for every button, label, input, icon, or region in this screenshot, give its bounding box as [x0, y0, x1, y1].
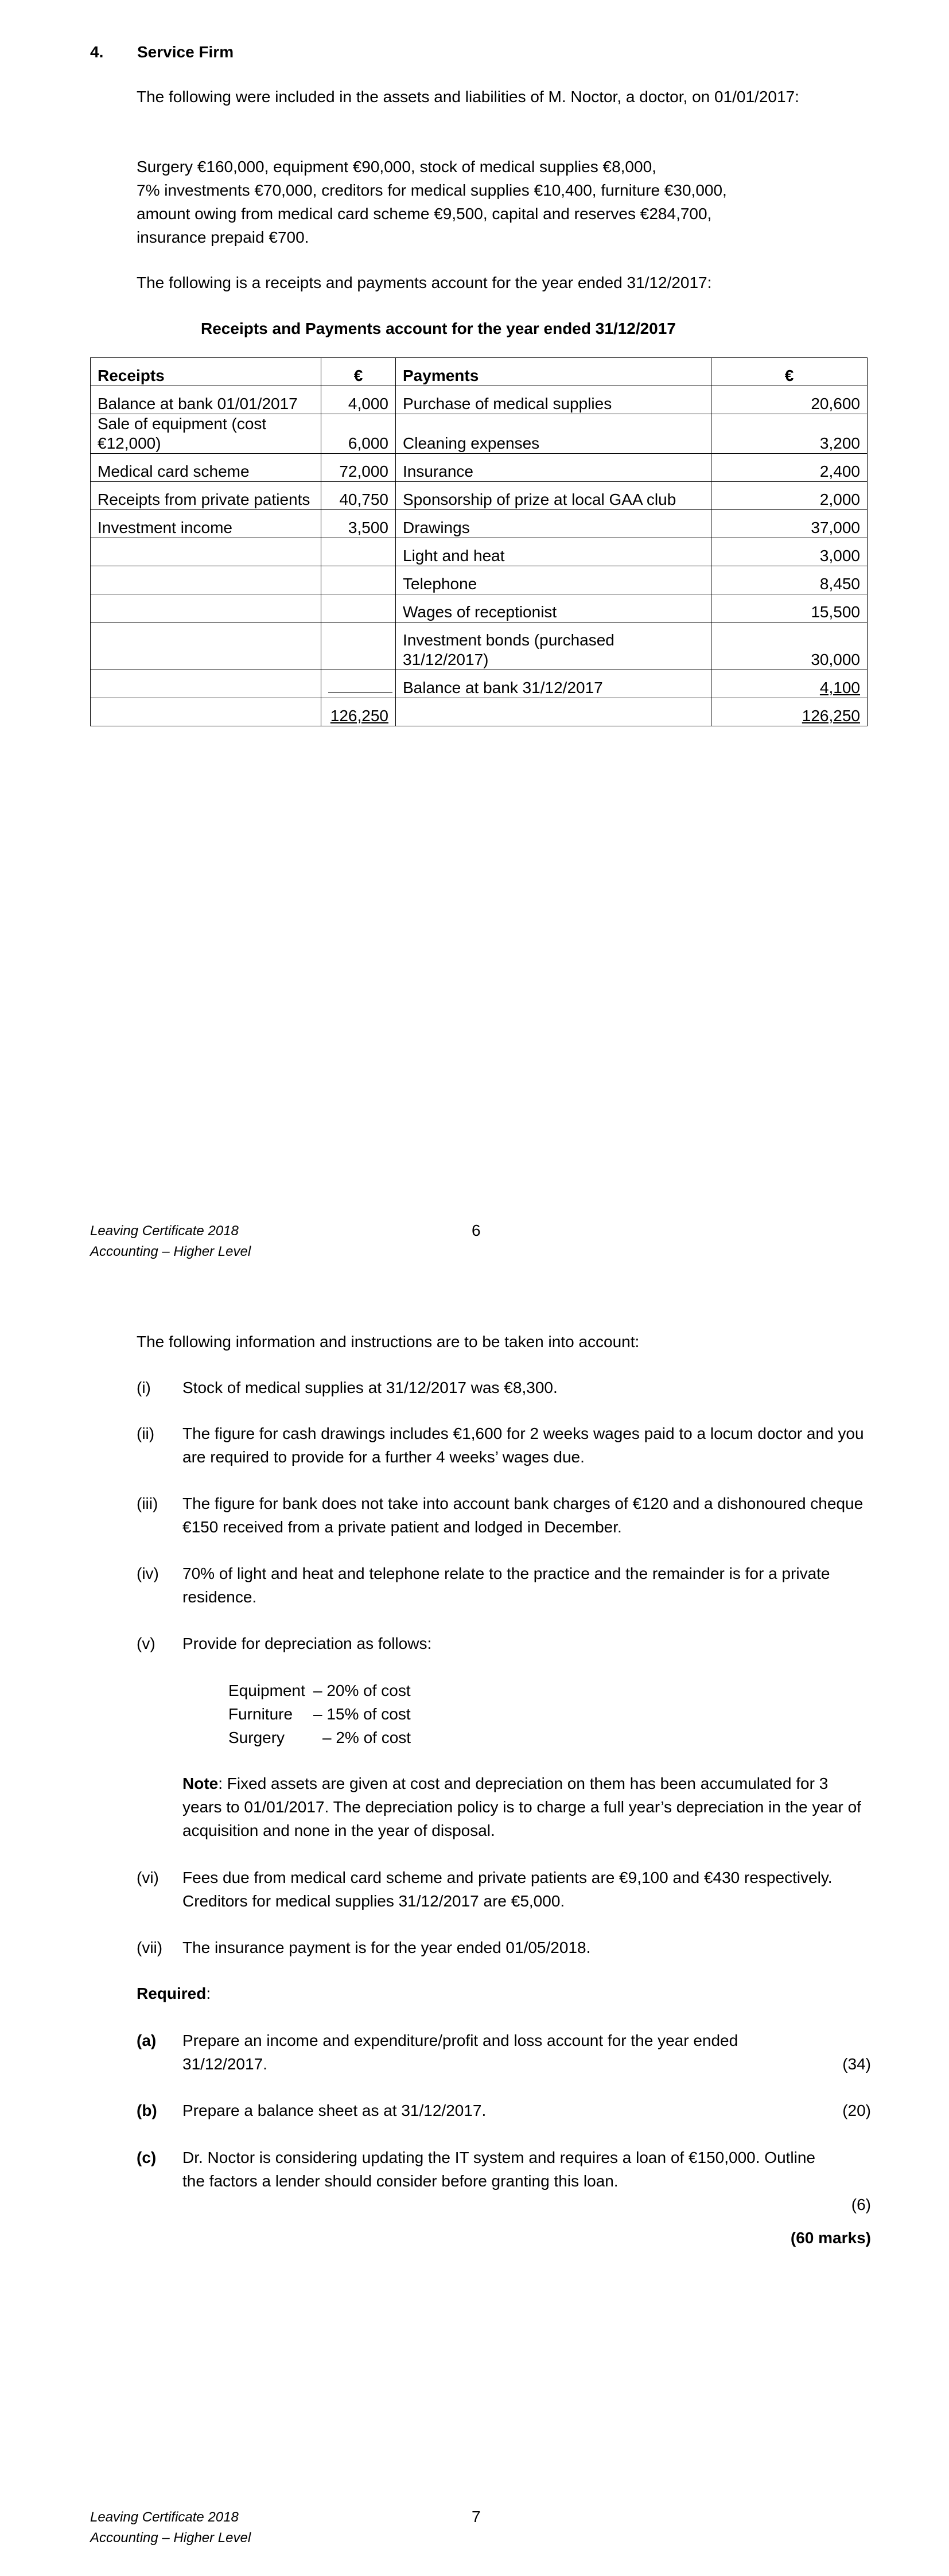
depreciation-row: [228, 1679, 411, 1702]
receipts-payments-table: [90, 357, 868, 726]
table-row: [91, 566, 868, 594]
table-row: [91, 386, 868, 414]
receipt-amount: [321, 538, 396, 566]
table-header-row: [91, 358, 868, 386]
table-row: [91, 538, 868, 566]
receipt-item: Sale of equipment (cost €12,000): [91, 414, 321, 454]
header-payments: Payments: [396, 358, 711, 386]
payment-amount: 3,000: [711, 538, 868, 566]
instruction-text: The figure for cash drawings includes €1,600 for 2 weeks wages paid to a locum doctor and you are required to provide for a further 4 weeks’ wages due.: [182, 1425, 864, 1466]
required-item-text: Dr. Noctor is considering updating the IT system and requires a loan of €150,000. Outline the factors a lender should consider before granting this loan.: [182, 2149, 816, 2190]
instruction-text: The insurance payment is for the year ended 01/05/2018.: [182, 1939, 591, 1956]
receipt-amount: 4,000: [321, 386, 396, 414]
receipt-item: Balance at bank 01/01/2017: [91, 386, 321, 414]
required-item-label: (b): [137, 2102, 157, 2119]
footer-exam: Leaving Certificate 2018: [90, 2509, 239, 2525]
opening-balances-line: amount owing from medical card scheme €9,500, capital and reserves €284,700,: [137, 205, 712, 223]
instruction-label: (i): [137, 1379, 151, 1396]
totals-label-receipts: [91, 698, 321, 726]
receipt-amount: 40,750: [321, 482, 396, 510]
instruction-label: (ii): [137, 1425, 155, 1442]
table-lead-text: The following is a receipts and payments account for the year ended 31/12/2017:: [137, 274, 712, 291]
page-7: [0, 1285, 949, 2576]
header-receipts-amount: €: [321, 358, 396, 386]
marks: (20): [842, 2102, 871, 2119]
payment-amount: 37,000: [711, 510, 868, 538]
receipts-total: [321, 698, 396, 726]
depreciation-asset: Surgery: [228, 1729, 285, 1746]
table-row: [91, 414, 868, 454]
instruction-text: 70% of light and heat and telephone relate to the practice and the remainder is for a private residence.: [182, 1565, 830, 1606]
receipt-item: [91, 538, 321, 566]
payment-amount: 2,400: [711, 454, 868, 482]
totals-label-payments: [396, 698, 711, 726]
depreciation-asset: Equipment: [228, 1682, 305, 1699]
marks: (34): [842, 2055, 871, 2073]
required-item-text: Prepare a balance sheet as at 31/12/2017.: [182, 2102, 487, 2119]
instruction-text: Fees due from medical card scheme and private patients are €9,100 and €430 respectively. Creditors for medical supplies 31/12/2017 are €5,000.: [182, 1869, 833, 1910]
opening-balances-line: Surgery €160,000, equipment €90,000, stock of medical supplies €8,000,: [137, 158, 656, 176]
payment-item: Cleaning expenses: [396, 414, 711, 454]
payment-item: Purchase of medical supplies: [396, 386, 711, 414]
header-receipts: Receipts: [91, 358, 321, 386]
required-item-text: Prepare an income and expenditure/profit and loss account for the year ended 31/12/2017.: [182, 2032, 738, 2073]
receipt-item: Receipts from private patients: [91, 482, 321, 510]
receipt-item: [91, 670, 321, 698]
intro-paragraph: The following were included in the assets and liabilities of M. Noctor, a doctor, on 01/01/2017:: [137, 88, 799, 106]
payment-item: Drawings: [396, 510, 711, 538]
depreciation-asset: Furniture: [228, 1705, 293, 1723]
question-heading: [90, 40, 234, 64]
page-footer: [90, 2507, 251, 2548]
receipt-amount: 72,000: [321, 454, 396, 482]
receipt-amount: [321, 566, 396, 594]
note-label: Note: [182, 1775, 219, 1792]
payment-item: Investment bonds (purchased 31/12/2017): [396, 622, 711, 670]
depreciation-row: [228, 1726, 411, 1749]
table-row: [91, 510, 868, 538]
table-title: Receipts and Payments account for the year ended 31/12/2017: [201, 320, 676, 337]
table-row: [91, 594, 868, 622]
required-label: Required: [137, 1984, 207, 2002]
header-payments-amount: €: [711, 358, 868, 386]
page-number: 6: [472, 1221, 481, 1239]
table-row: [91, 454, 868, 482]
payment-item: Wages of receptionist: [396, 594, 711, 622]
payment-item: Balance at bank 31/12/2017: [396, 670, 711, 698]
total-marks: (60 marks): [790, 2229, 871, 2247]
depreciation-rate: – 15% of cost: [313, 1705, 411, 1723]
required-colon: :: [206, 1984, 211, 2002]
opening-balances: [137, 155, 814, 249]
footer-subject: Accounting – Higher Level: [90, 2530, 251, 2546]
payment-amount: 2,000: [711, 482, 868, 510]
receipt-amount: 3,500: [321, 510, 396, 538]
instruction-text: Stock of medical supplies at 31/12/2017 was €8,300.: [182, 1379, 558, 1396]
question-title: Service Firm: [137, 43, 234, 61]
table-row: [91, 670, 868, 698]
receipt-amount-blank: [321, 670, 396, 698]
payments-total-value: 126,250: [802, 707, 860, 725]
page-number: 7: [472, 2508, 481, 2526]
receipt-amount: 6,000: [321, 414, 396, 454]
payments-total: [711, 698, 868, 726]
payment-amount-value: 4,100: [819, 679, 860, 696]
table-row: [91, 622, 868, 670]
opening-balances-line: 7% investments €70,000, creditors for medical supplies €10,400, furniture €30,000,: [137, 181, 727, 199]
payment-amount: 8,450: [711, 566, 868, 594]
note-body: : Fixed assets are given at cost and depreciation on them has been accumulated for 3 years to 01/01/2017. The depreciation policy is to charge a full year’s depreciation in the year of acquisition and none in the year of disposal.: [182, 1775, 861, 1839]
receipt-item: Investment income: [91, 510, 321, 538]
receipt-item: Medical card scheme: [91, 454, 321, 482]
opening-balances-line: insurance prepaid €700.: [137, 228, 309, 246]
instruction-label: (iv): [137, 1565, 159, 1582]
payment-item: Light and heat: [396, 538, 711, 566]
payment-amount: 30,000: [711, 622, 868, 670]
totals-row: [91, 698, 868, 726]
payment-item: Telephone: [396, 566, 711, 594]
instruction-label: (vii): [137, 1939, 163, 1956]
instruction-text: Provide for depreciation as follows:: [182, 1635, 432, 1652]
footer-subject: Accounting – Higher Level: [90, 1244, 251, 1259]
instruction-label: (iii): [137, 1495, 158, 1512]
footer-exam: Leaving Certificate 2018: [90, 1223, 239, 1239]
required-item-label: (c): [137, 2149, 157, 2166]
depreciation-rate: – 2% of cost: [322, 1729, 411, 1746]
payment-item: Insurance: [396, 454, 711, 482]
note-text: [182, 1772, 871, 1842]
depreciation-row: [228, 1702, 411, 1726]
table-row: [91, 482, 868, 510]
required-item-label: (a): [137, 2032, 157, 2049]
instructions-lead: The following information and instructions are to be taken into account:: [137, 1333, 640, 1351]
receipt-item: [91, 594, 321, 622]
receipt-amount: [321, 622, 396, 670]
required-heading: [137, 1982, 871, 2005]
receipt-amount: [321, 594, 396, 622]
receipt-item: [91, 566, 321, 594]
receipt-item: [91, 622, 321, 670]
instruction-label: (vi): [137, 1869, 159, 1886]
page-footer: [90, 1221, 251, 1262]
depreciation-rate: – 20% of cost: [313, 1682, 411, 1699]
payment-amount: 15,500: [711, 594, 868, 622]
page-6: [0, 0, 949, 1285]
marks: (6): [851, 2196, 871, 2213]
payment-amount: [711, 670, 868, 698]
receipts-total-value: 126,250: [330, 707, 388, 725]
instruction-text: The figure for bank does not take into account bank charges of €120 and a dishonoured cheque €150 received from a private patient and lodged in December.: [182, 1495, 864, 1536]
payment-item: Sponsorship of prize at local GAA club: [396, 482, 711, 510]
payment-amount: 20,600: [711, 386, 868, 414]
question-number: 4.: [90, 43, 104, 61]
instruction-label: (v): [137, 1635, 155, 1652]
underline-rule: [328, 678, 392, 693]
payment-amount: 3,200: [711, 414, 868, 454]
